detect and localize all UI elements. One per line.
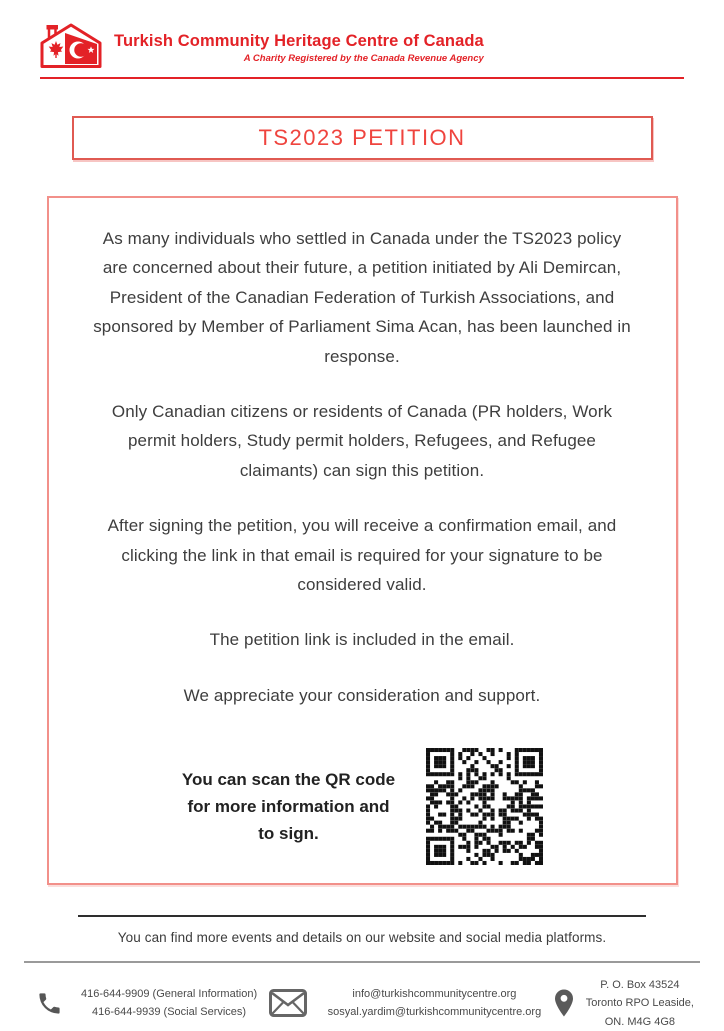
qr-code — [426, 748, 543, 865]
page-title: TS2023 PETITION — [258, 125, 466, 150]
envelope-icon — [268, 988, 308, 1018]
qr-caption: You can scan the QR code for more information and to sign. — [181, 770, 396, 844]
phone-line-general: 416-644-9909 (General Information) — [81, 988, 258, 1001]
org-tagline: A Charity Registered by the Canada Revenue Agency — [243, 53, 484, 64]
qr-section — [91, 748, 634, 865]
email-line-social: sosyal.yardim@turkishcommunitycentre.org — [327, 1006, 542, 1019]
email-line-info: info@turkishcommunitycentre.org — [352, 988, 517, 1001]
org-name: Turkish Community Heritage Centre of Canada — [114, 32, 484, 50]
email-contact — [268, 985, 542, 1021]
contact-row — [0, 963, 724, 1030]
petition-paragraph: The petition link is included in the email. — [209, 630, 515, 650]
address-line-3: ON. M4G 4G8 — [604, 1015, 676, 1028]
phone-line-social: 416-644-9939 (Social Services) — [92, 1006, 247, 1019]
title-banner — [72, 116, 653, 160]
phone-contact — [36, 985, 257, 1021]
footer-divider-dark — [78, 915, 646, 917]
petition-paragraph: As many individuals who settled in Canada under the TS2023 policy are concerned about their future, a petition initiated by Ali Demircan, President of the Canadian Federation of Turkish Associations, and sponsored by Member of Parliament Sima Acan, has been launched in response. — [93, 229, 631, 366]
petition-paragraph: Only Canadian citizens or residents of Canada (PR holders, Work permit holders, Study permit holders, Refugees, and Refugee claimants) can sign this petition. — [111, 402, 613, 480]
address-line-1: P. O. Box 43524 — [600, 979, 680, 992]
header-text-block — [114, 20, 484, 64]
header-divider — [40, 77, 684, 79]
petition-paragraph: After signing the petition, you will receive a confirmation email, and clicking the link in that email is required for your signature to be considered valid. — [107, 516, 617, 595]
org-logo-house-maple-crescent-icon — [38, 20, 104, 70]
location-pin-icon — [552, 988, 576, 1018]
address-contact — [552, 976, 694, 1030]
petition-body — [47, 196, 678, 885]
petition-paragraph: We appreciate your consideration and support. — [183, 685, 541, 705]
phone-icon — [36, 990, 63, 1017]
address-line-2: Toronto RPO Leaside, — [585, 997, 694, 1010]
footer-note: You can find more events and details on our website and social media platforms. — [117, 930, 607, 946]
header — [0, 0, 724, 70]
